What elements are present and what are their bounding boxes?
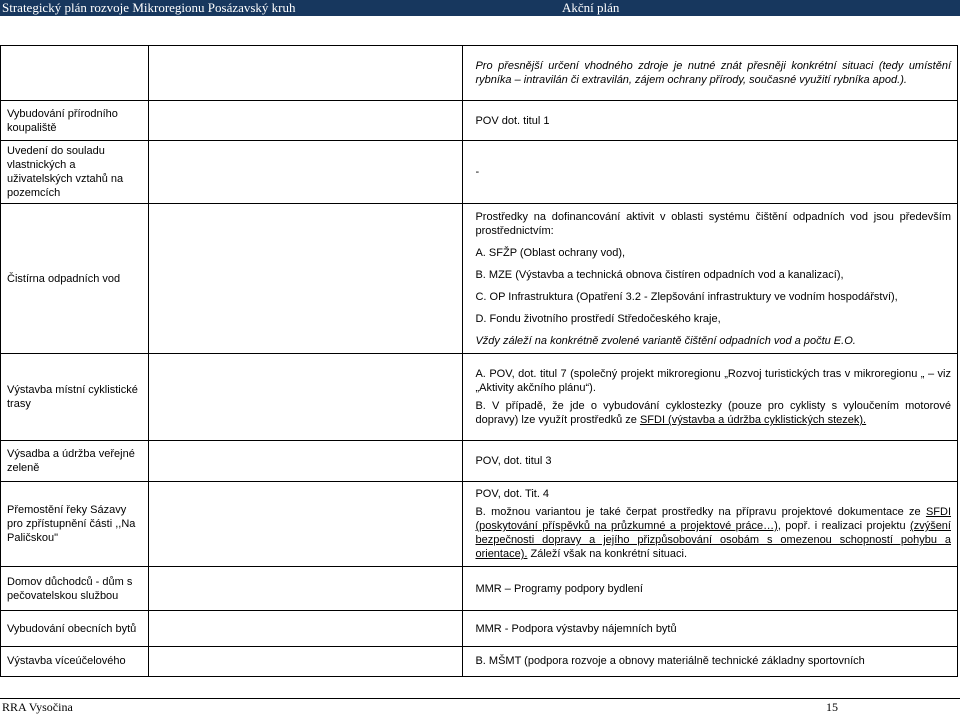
funding-cell	[463, 567, 958, 611]
table-row	[1, 567, 958, 611]
funding-text: B. MŠMT (podpora rozvoje a obnovy materiálně technické základny sportovních	[475, 655, 865, 667]
funding-cell	[463, 647, 958, 677]
funding-cell	[463, 101, 958, 141]
funding-text: , popř. i realizaci projektu	[777, 520, 911, 532]
funding-source-link: SFDI (poskytování příspěvků na průzkumné a projektové práce…)	[475, 506, 951, 532]
document-title: Strategický plán rozvoje Mikroregionu Posázavský kruh	[2, 0, 296, 15]
empty-cell	[149, 441, 463, 482]
funding-cell	[463, 611, 958, 647]
funding-item: B. MZE (Výstavba a technická obnova čistíren odpadních vod a kanalizací),	[475, 268, 844, 281]
activity-cell	[1, 46, 149, 101]
empty-cell	[149, 101, 463, 141]
page-footer	[0, 698, 960, 714]
table-row	[1, 441, 958, 482]
footer-organization: RRA Vysočina	[2, 700, 73, 714]
empty-cell	[149, 204, 463, 354]
funding-item: POV, dot. Tit. 4	[475, 488, 550, 500]
table-row	[1, 482, 958, 567]
empty-cell	[149, 611, 463, 647]
funding-item: C. OP Infrastruktura (Opatření 3.2 - Zlepšování infrastruktury ve vodním hospodářství),	[475, 290, 898, 303]
activity-cell: Výstavba víceúčelového	[1, 647, 149, 677]
page-header	[0, 0, 960, 16]
funding-text: Pro přesnější určení vhodného zdroje je nutné znát přesněji konkrétní situaci (tedy umístění rybníka – intravilán či extravilán, zájem ochrany přírody, současné využití rybníka apod.).	[475, 60, 951, 86]
funding-note: Vždy záleží na konkrétně zvolené variantě čištění odpadních vod a počtu E.O.	[475, 334, 856, 347]
action-plan-table	[0, 45, 958, 677]
empty-cell	[149, 46, 463, 101]
activity-cell: Uvedení do souladu vlastnických a uživatelských vztahů na pozemcích	[1, 141, 149, 204]
funding-cell	[463, 482, 958, 567]
funding-text: MMR - Podpora výstavby nájemních bytů	[475, 622, 677, 635]
funding-cell	[463, 141, 958, 204]
activity-cell: Výstavba místní cyklistické trasy	[1, 354, 149, 441]
funding-source-link: (zvýšení bezpečnosti dopravy a jejího přizpůsobování osobám s omezenou schopností pohybu a orientace).	[475, 520, 951, 560]
funding-cell	[463, 354, 958, 441]
table-row	[1, 141, 958, 204]
funding-text: B. V případě, že jde o vybudování cyklostezky (pouze pro cyklisty s vyloučením motorové dopravy) lze využít prostředků ze	[475, 400, 951, 426]
funding-text: POV dot. titul 1	[475, 114, 550, 127]
activity-cell: Přemostění řeky Sázavy pro zpřístupnění části ,,Na Paličskou"	[1, 482, 149, 567]
empty-cell	[149, 482, 463, 567]
table-row	[1, 101, 958, 141]
table-row	[1, 647, 958, 677]
activity-cell: Domov důchodců - dům s pečovatelskou službou	[1, 567, 149, 611]
table-row	[1, 46, 958, 101]
page-number: 15	[826, 700, 838, 714]
funding-cell	[463, 46, 958, 101]
funding-cell	[463, 441, 958, 482]
table-row	[1, 611, 958, 647]
funding-item: A. SFŽP (Oblast ochrany vod),	[475, 246, 626, 259]
empty-cell	[149, 567, 463, 611]
funding-item	[475, 505, 951, 561]
funding-text: Prostředky na dofinancování aktivit v oblasti systému čištění odpadních vod jsou především prostřednictvím:	[475, 210, 951, 237]
funding-item	[475, 399, 951, 427]
activity-cell: Výsadba a údržba veřejné zeleně	[1, 441, 149, 482]
activity-cell: Čistírna odpadních vod	[1, 204, 149, 354]
empty-cell	[149, 354, 463, 441]
funding-text: MMR – Programy podpory bydlení	[475, 582, 643, 595]
activity-cell: Vybudování obecních bytů	[1, 611, 149, 647]
section-title: Akční plán	[562, 0, 620, 15]
funding-text: B. možnou variantou je také čerpat prostředky na přípravu projektové dokumentace ze	[475, 506, 926, 518]
footer-divider	[0, 698, 960, 699]
table-row	[1, 354, 958, 441]
funding-item: A. POV, dot. titul 7 (společný projekt mikroregionu „Rozvoj turistických tras v mikroregionu „ – viz „Aktivity akčního plánu“).	[475, 368, 951, 394]
activity-cell: Vybudování přírodního koupaliště	[1, 101, 149, 141]
funding-cell	[463, 204, 958, 354]
table-row	[1, 204, 958, 354]
funding-item: D. Fondu životního prostředí Středočeského kraje,	[475, 312, 721, 325]
funding-text: POV, dot. titul 3	[475, 455, 552, 467]
funding-text: Záleží však na konkrétní situaci.	[527, 548, 688, 560]
funding-text: -	[475, 166, 480, 178]
empty-cell	[149, 141, 463, 204]
empty-cell	[149, 647, 463, 677]
funding-source-link: SFDI (výstavba a údržba cyklistických stezek).	[639, 414, 867, 426]
